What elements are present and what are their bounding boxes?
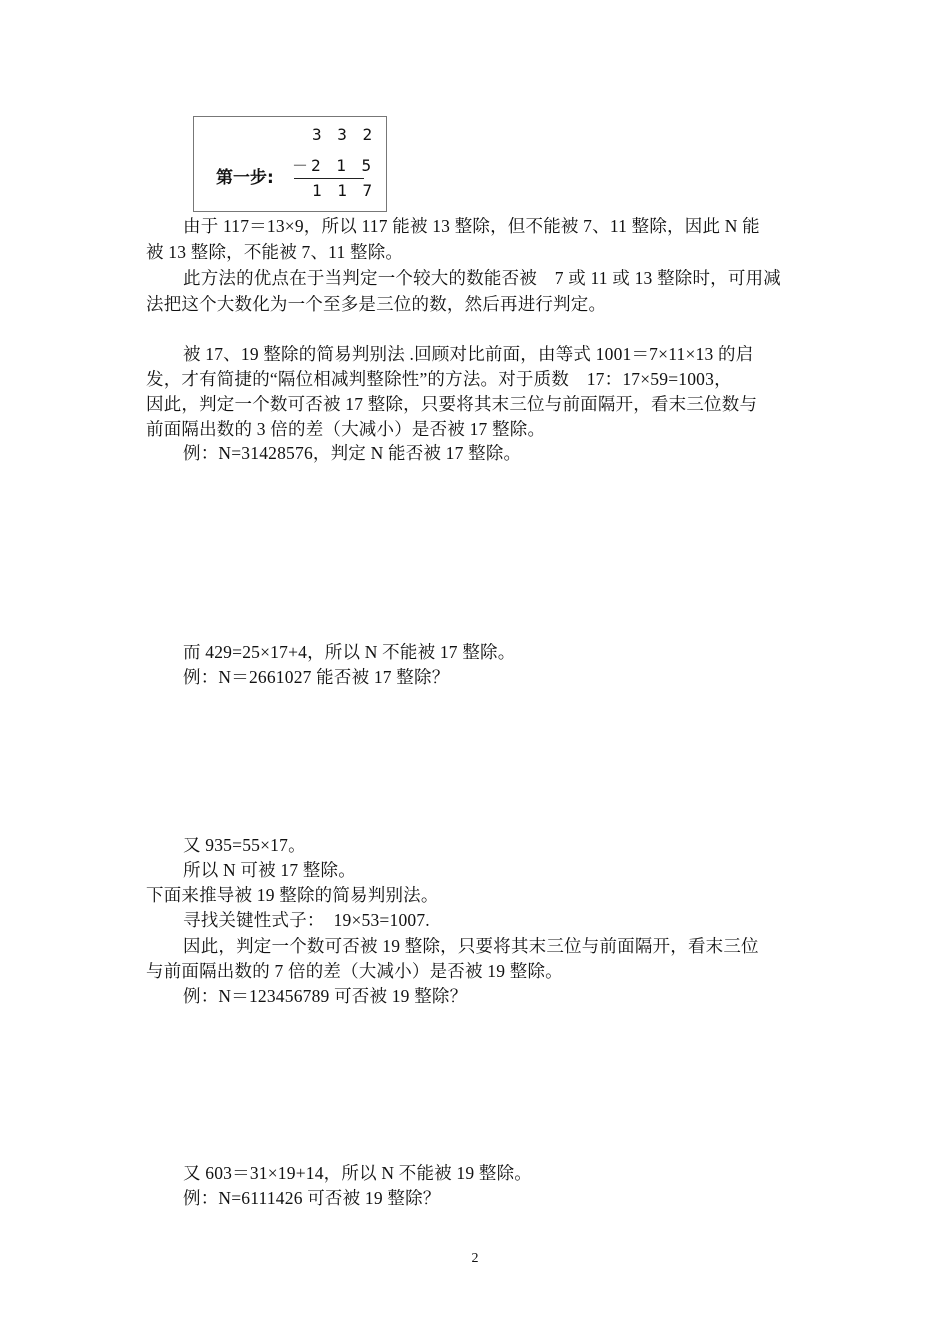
- paragraph-line: 法把这个大数化为一个至多是三位的数，然后再进行判定。: [146, 294, 607, 314]
- paragraph-line: 下面来推导被 19 整除的简易判别法。: [146, 885, 439, 905]
- paragraph-line: 由于 117＝13×9，所以 117 能被 13 整除，但不能被 7、11 整除，因此 N 能: [183, 216, 760, 236]
- difference: 1 1 7: [312, 181, 376, 200]
- paragraph-line: 而 429=25×17+4，所以 N 不能被 17 整除。: [183, 642, 516, 662]
- example-line: 例：N=31428576，判定 N 能否被 17 整除。: [183, 443, 522, 463]
- paragraph-line: 寻找关键性式子： 19×53=1007.: [183, 910, 430, 930]
- paragraph-line: 与前面隔出数的 7 倍的差（大减小）是否被 19 整除。: [146, 961, 563, 981]
- paragraph-line: 又 603＝31×19+14，所以 N 不能被 19 整除。: [183, 1163, 533, 1183]
- example-line: 例：N＝2661027 能否被 17 整除？: [183, 667, 450, 687]
- paragraph-line: 又 935=55×17。: [183, 835, 306, 855]
- example-line: 例：N＝123456789 可否被 19 整除？: [183, 986, 468, 1006]
- subtraction-figure: [193, 116, 387, 212]
- paragraph-line: 因此，判定一个数可否被 19 整除，只要将其末三位与前面隔开，看末三位: [183, 936, 759, 956]
- paragraph-line: 所以 N 可被 17 整除。: [183, 860, 356, 880]
- paragraph-line: 此方法的优点在于当判定一个较大的数能否被 7 或 11 或 13 整除时，可用减: [183, 268, 781, 288]
- paragraph-line: 发，才有简捷的“隔位相减判整除性”的方法。对于质数 17：17×59=1003，: [146, 369, 732, 389]
- paragraph-line: 被 17、19 整除的简易判别法 .回顾对比前面，由等式 1001＝7×11×13 的启: [183, 344, 754, 364]
- paragraph-line: 被 13 整除，不能被 7、11 整除。: [146, 242, 404, 262]
- example-line: 例：N=6111426 可否被 19 整除？: [183, 1188, 441, 1208]
- page-number: 2: [471, 1251, 479, 1266]
- step-label: 第一步:: [216, 168, 274, 188]
- subtrahend: －2 1 5: [292, 156, 375, 175]
- paragraph-line: 前面隔出数的 3 倍的差（大减小）是否被 17 整除。: [146, 419, 546, 439]
- paragraph-line: 因此，判定一个数可否被 17 整除，只要将其末三位与前面隔开，看末三位数与: [146, 394, 758, 414]
- minuend: 3 3 2: [312, 125, 376, 144]
- calc-rule: [294, 178, 364, 179]
